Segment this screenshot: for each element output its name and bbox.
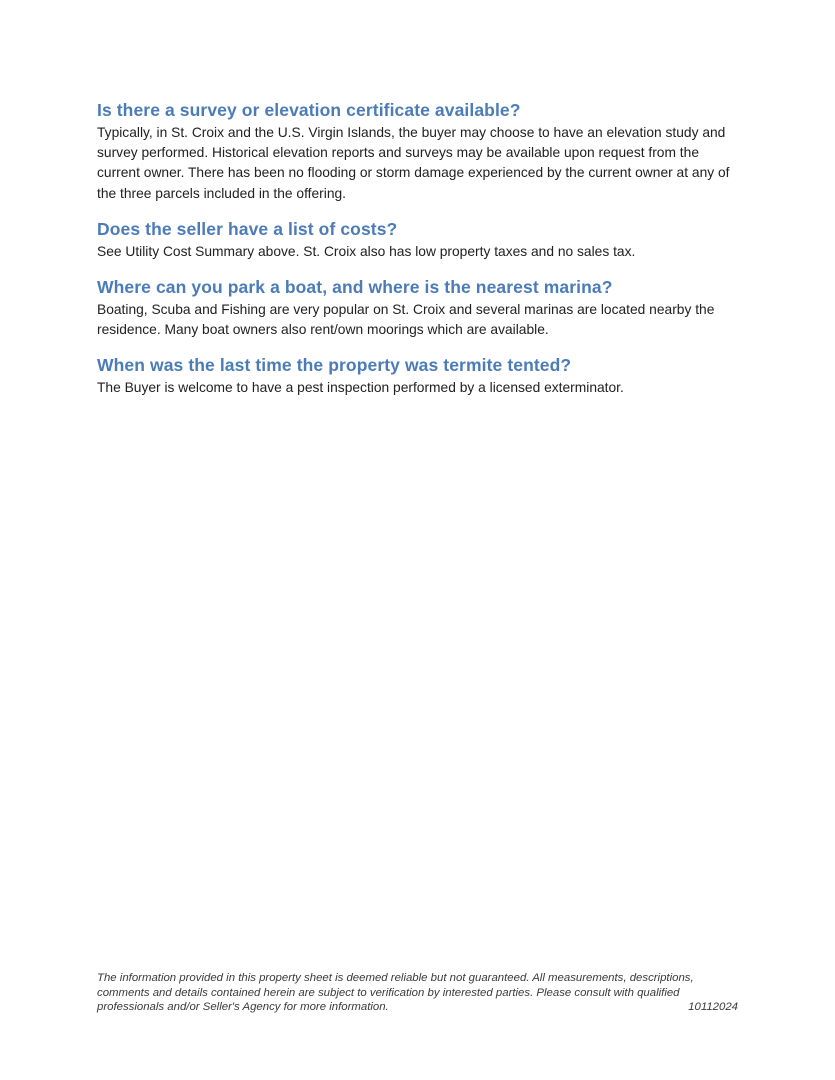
faq-section-costs <box>97 218 739 262</box>
section-heading: Where can you park a boat, and where is the nearest marina? <box>97 277 613 298</box>
faq-section-termite <box>97 354 739 398</box>
faq-section-survey <box>97 99 739 204</box>
disclaimer-text: The information provided in this property sheet is deemed reliable but not guaranteed. All measurements, descriptions, comments and details contained herein are subject to verification by interested parties. Please consult with qualified professionals and/or Seller's Agency for more information. <box>97 972 694 1014</box>
section-body: The Buyer is welcome to have a pest inspection performed by a licensed exterminator. <box>97 380 624 396</box>
faq-content <box>97 99 739 413</box>
section-heading: When was the last time the property was termite tented? <box>97 355 572 376</box>
footer-date-code: 10112024 <box>688 1001 738 1014</box>
section-body: Typically, in St. Croix and the U.S. Virgin Islands, the buyer may choose to have an elevation study and survey performed. Historical elevation reports and surveys may be available upon request from the current owner. There has been no flooding or storm damage experienced by the current owner at any of the three parcels included in the offering. <box>97 125 730 201</box>
faq-section-marina <box>97 276 739 340</box>
section-body: See Utility Cost Summary above. St. Croix also has low property taxes and no sales tax. <box>97 243 636 259</box>
section-body: Boating, Scuba and Fishing are very popular on St. Croix and several marinas are located nearby the residence. Many boat owners also rent/own moorings which are available. <box>97 302 715 338</box>
section-heading: Is there a survey or elevation certificate available? <box>97 100 521 120</box>
footer-disclaimer-block <box>97 971 738 1015</box>
section-heading: Does the seller have a list of costs? <box>97 218 398 239</box>
